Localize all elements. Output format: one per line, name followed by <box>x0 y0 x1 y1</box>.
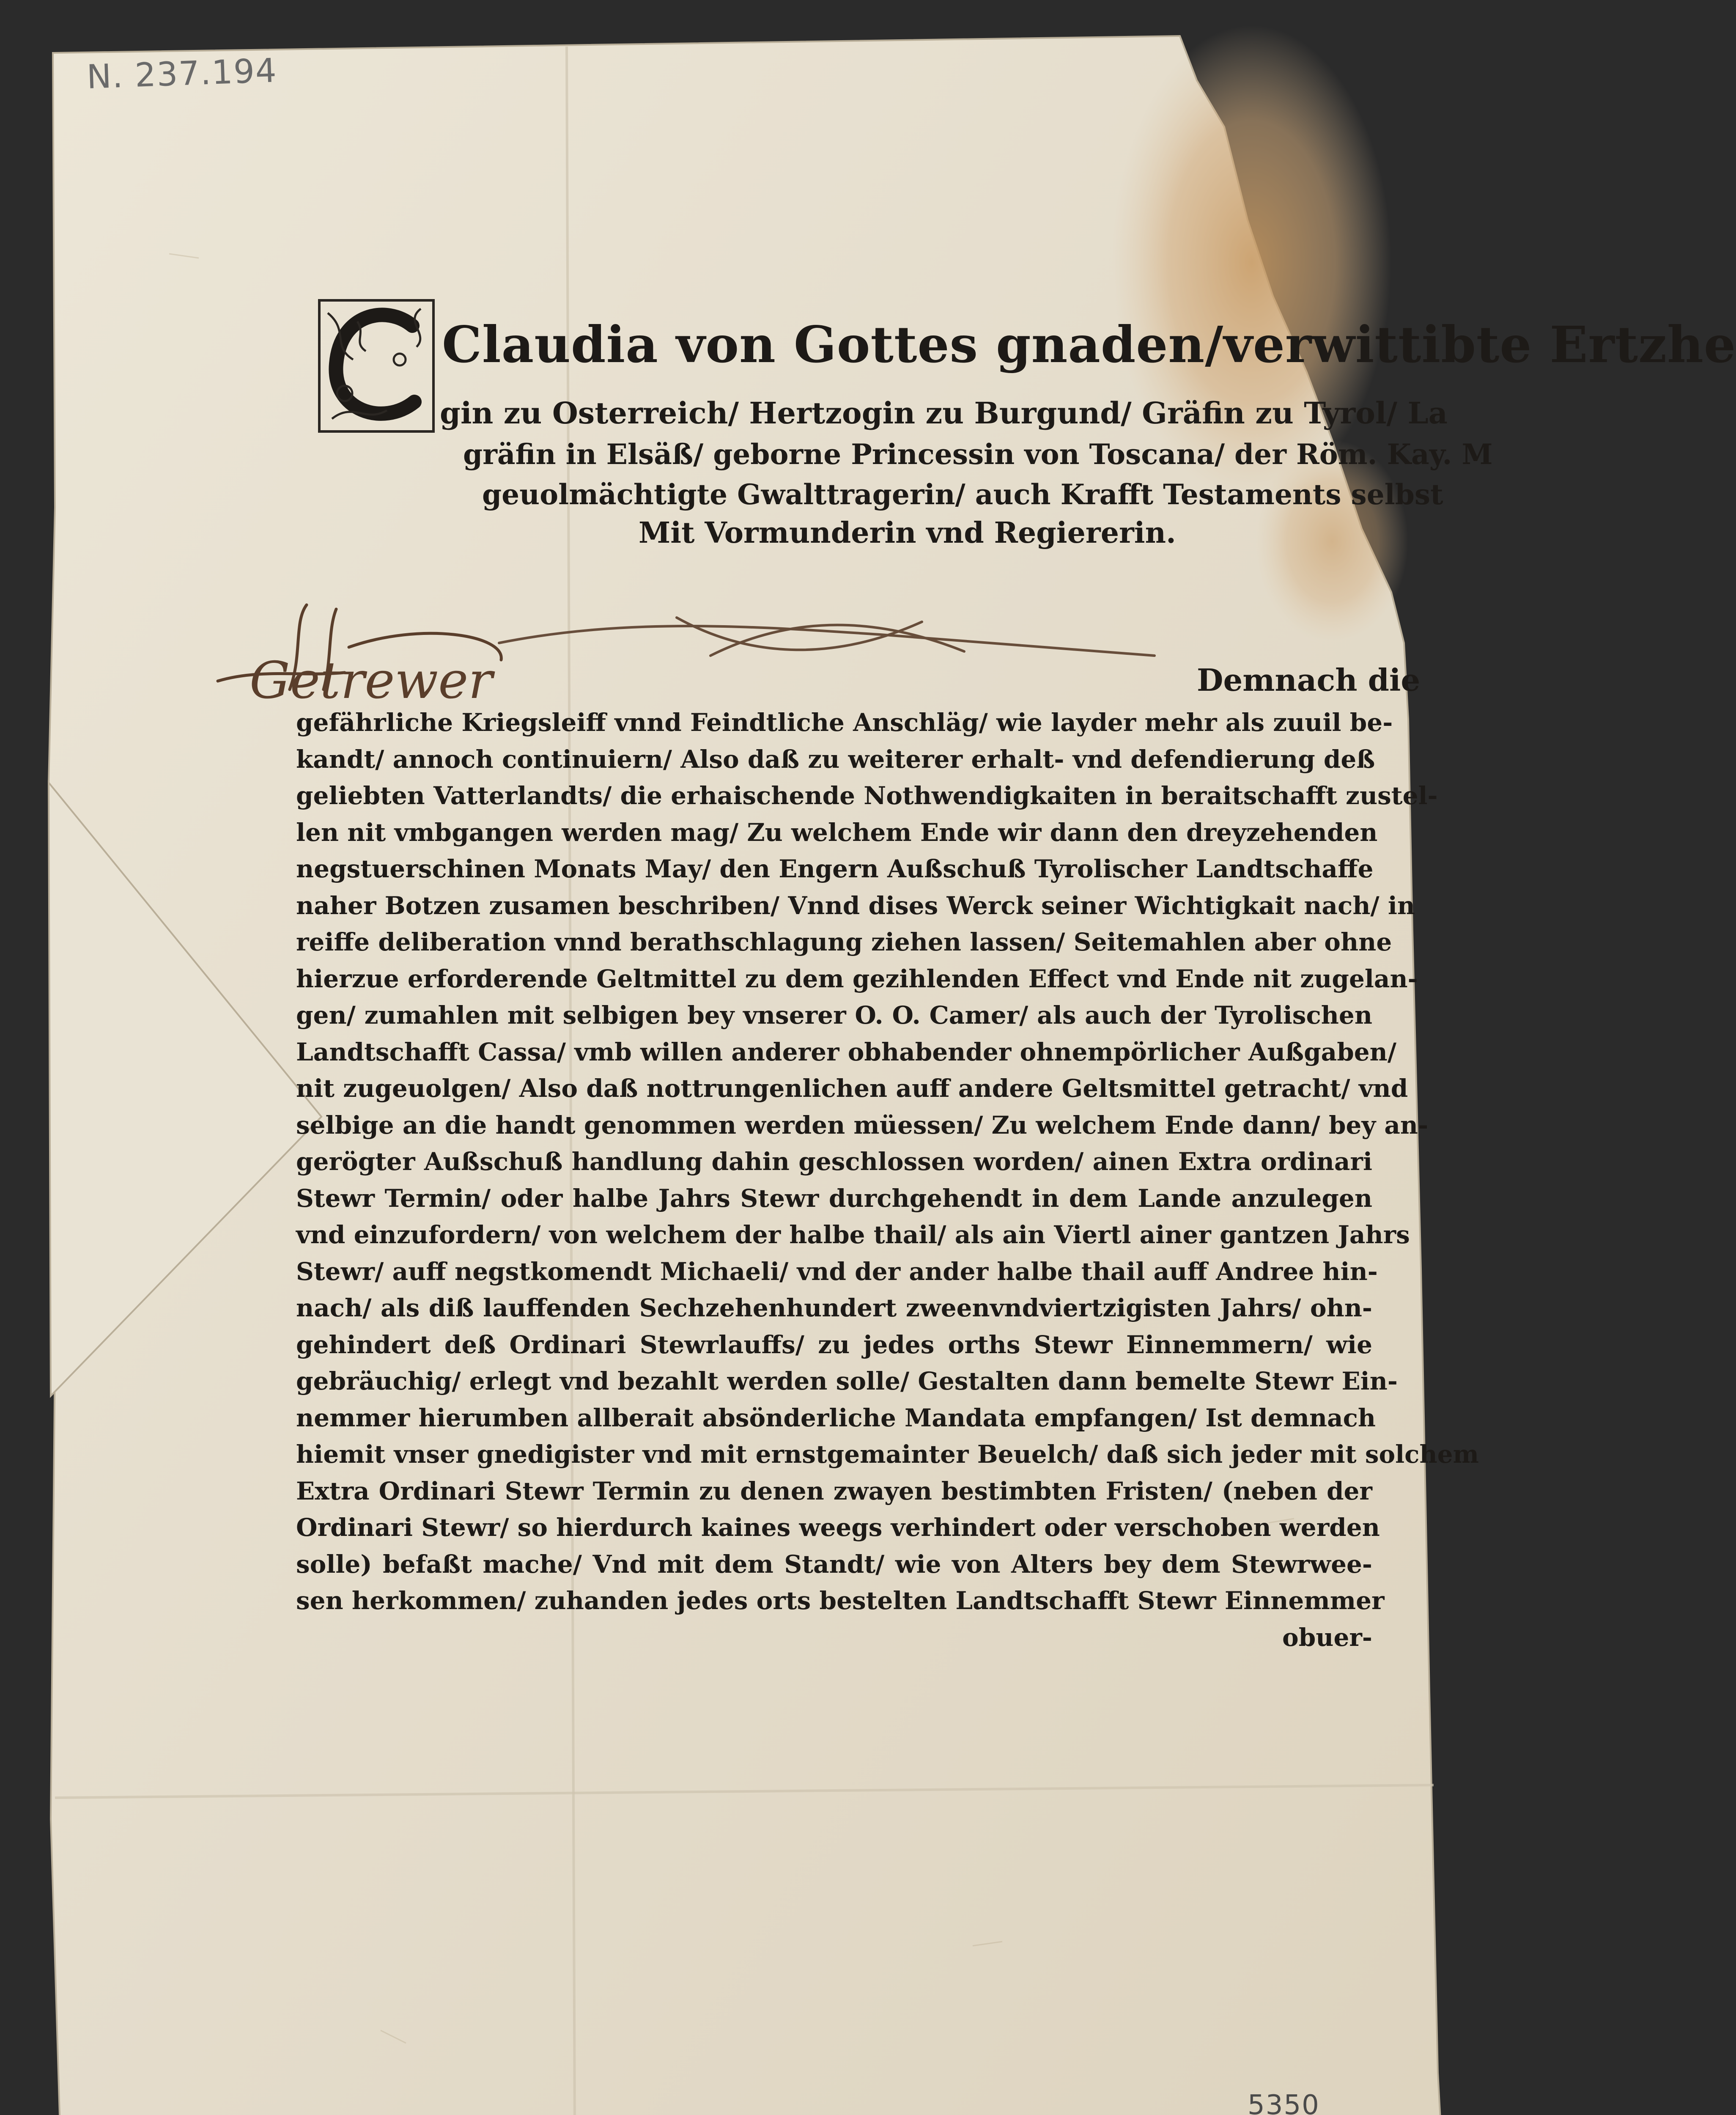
body-line: Stewr Termin/ oder halbe Jahrs Stewr durchgehendt in dem Lande anzulegen <box>296 1184 1372 1213</box>
title-line-2: gin zu Osterreich/ Hertzogin zu Burgund/ Gräfin zu Tyrol/ La <box>440 396 1448 431</box>
body-line: geliebten Vatterlandts/ die erhaischende Nothwendigkaiten in beraitschafft zustel- <box>296 781 1438 810</box>
title-line-3: gräfin in Elsäß/ geborne Princessin von Toscana/ der Röm. Kay. M <box>463 438 1493 471</box>
body-text <box>296 704 1479 1656</box>
title-line-1: Claudia von Gottes gnaden/verwittibte Ertzhe <box>442 315 1736 374</box>
body-line: hiemit vnser gnedigister vnd mit ernstgemainter Beuelch/ daß sich jeder mit solchem <box>296 1440 1479 1469</box>
body-line: selbige an die handt genommen werden müessen/ Zu welchem Ende dann/ bey an- <box>296 1110 1429 1140</box>
opening-words: Demnach die <box>1197 662 1421 698</box>
body-line: negstuerschinen Monats May/ den Engern Außschuß Tyrolischer Landtschaffe <box>296 854 1374 883</box>
body-line: reiffe deliberation vnnd berathschlagung ziehen lassen/ Seitemahlen aber ohne <box>296 928 1392 956</box>
manuscript-flourish-line-icon <box>499 609 1176 668</box>
body-line: kandt/ annoch continuiern/ Also daß zu weiterer erhalt- vnd defendierung deß <box>296 744 1375 774</box>
archive-number: 5350 <box>1248 2090 1320 2115</box>
title-line-5: Mit Vormunderin vnd Regiererin. <box>639 516 1176 550</box>
body-line: gefährliche Kriegsleiff vnnd Feindtliche Anschläg/ wie layder mehr als zuuil be- <box>296 708 1393 737</box>
body-line: Extra Ordinari Stewr Termin zu denen zwayen bestimbten Fristen/ (neben der <box>296 1476 1372 1505</box>
salutation: Getrewer <box>250 651 493 710</box>
body-line: sen herkommen/ zuhanden jedes orts bestelten Landtschafft Stewr Einnemmer <box>296 1586 1385 1615</box>
body-line: gen/ zumahlen mit selbigen bey vnserer O. O. Camer/ als auch der Tyrolischen <box>296 1001 1372 1030</box>
body-line: solle) befaßt mache/ Vnd mit dem Standt/ wie von Alters bey dem Stewrwee- <box>296 1549 1372 1579</box>
body-line: Stewr/ auff negstkomendt Michaeli/ vnd der ander halbe thail auff Andree hin- <box>296 1257 1378 1286</box>
body-line: nit zugeuolgen/ Also daß nottrungenlichen auff andere Geltsmittel getracht/ vnd <box>296 1074 1408 1103</box>
body-line: gerögter Außschuß handlung dahin geschlossen worden/ ainen Extra ordinari <box>296 1147 1372 1176</box>
inventory-number: N. 237.194 <box>86 52 278 96</box>
decorative-initial-c-icon <box>315 296 438 436</box>
body-line: Ordinari Stewr/ so hierdurch kaines weegs verhindert oder verschoben werden <box>296 1513 1380 1542</box>
body-line: Landtschafft Cassa/ vmb willen anderer obhabender ohnempörlicher Außgaben/ <box>296 1037 1397 1066</box>
body-line: naher Botzen zusamen beschriben/ Vnnd dises Werck seiner Wichtigkait nach/ in <box>296 891 1415 920</box>
body-line: gebräuchig/ erlegt vnd bezahlt werden solle/ Gestalten dann bemelte Stewr Ein- <box>296 1367 1398 1395</box>
body-line: nach/ als diß lauffenden Sechzehenhundert zweenvndviertzigisten Jahrs/ ohn- <box>296 1294 1372 1322</box>
title-line-4: geuolmächtigte Gwalttragerin/ auch Krafft Testaments selbst <box>482 478 1443 511</box>
body-line: nemmer hierumben allberait absönderliche Mandata empfangen/ Ist demnach <box>296 1403 1376 1432</box>
body-line: hierzue erforderende Geltmittel zu dem gezihlenden Effect vnd Ende nit zugelan- <box>296 964 1418 993</box>
body-line: gehindert deß Ordinari Stewrlauffs/ zu jedes orths Stewr Einnemmern/ wie <box>296 1330 1372 1359</box>
body-line: vnd einzufordern/ von welchem der halbe thail/ als ain Viertl ainer gantzen Jahrs <box>296 1220 1410 1249</box>
catchword: obuer- <box>1282 1623 1372 1652</box>
body-line: len nit vmbgangen werden mag/ Zu welchem Ende wir dann den dreyzehenden <box>296 818 1378 847</box>
